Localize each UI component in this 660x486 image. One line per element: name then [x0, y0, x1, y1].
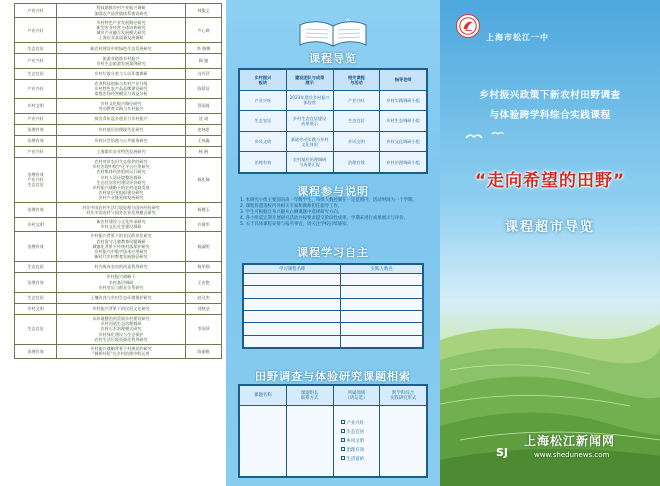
book-icon: [294, 18, 372, 48]
topic-teacher-cell: 林俊义: [186, 4, 222, 18]
topic-category-cell: 治理有效: [15, 124, 57, 135]
topic-teacher-cell: 冯丹萍: [186, 68, 222, 79]
topic-teacher-cell: 杨华翔: [186, 261, 222, 272]
signup-heading: 课程学习自主: [297, 246, 369, 259]
signup-cell[interactable]: [244, 323, 341, 335]
signup-table: [243, 264, 423, 348]
birds-icon: [462, 128, 512, 144]
topic-titles-cell: 乡村垃圾分类与人居环境调研: [57, 68, 186, 79]
course-title: [440, 86, 660, 126]
topic-row: [15, 113, 222, 124]
topic-titles-cell: 上海都市农业特色发展研究: [57, 146, 186, 157]
checkbox-icon[interactable]: [341, 420, 345, 424]
course-info-panel: [226, 0, 440, 486]
note-item: 4. 各小组需定期开展研究活动并按要求提交阶段性成果，学期末进行成果展示与评价。: [240, 216, 409, 221]
guide-cell: 生态宜居: [333, 111, 380, 132]
signup-header-count: 实践人数名: [341, 265, 423, 274]
topic-category-cell: 治理有效 产业兴旺 生态宜居: [15, 157, 57, 203]
subtitle: 课程超市导览: [504, 220, 595, 235]
note-item: 3. 学生可根据自身兴趣从右侧课题中选择研究方向。: [240, 210, 343, 215]
topic-titles-cell: 科技助推乡村产业振兴调研 加强农产品营销体系建设研究: [57, 4, 186, 18]
topic-titles-cell: 对比中国农村生活垃圾处理与国外经验研究 对比中国农村与国外农业发展模式研究: [57, 203, 186, 217]
topic-table: [14, 3, 222, 359]
topic-row: [15, 79, 222, 99]
topic-titles-cell: 新农村建设与文化传承研究 乡村文化礼堂建设调研: [57, 217, 186, 231]
guide-cell: 治理有效: [333, 152, 380, 173]
signup-cell[interactable]: [341, 274, 423, 286]
topic-category-cell: 治理有效: [15, 272, 57, 292]
topic-category-cell: 产业兴旺: [15, 113, 57, 124]
topic-category-cell: 生态宜居: [15, 261, 57, 272]
topic-teacher-cell: 史林思: [186, 124, 222, 135]
topic-category-cell: 产业兴旺: [15, 79, 57, 99]
topic-titles-cell: 乡村特色产业发展路径研究 新型农业经营主体培育研究 城乡产业融合发展模式研究 上海农业高质量发展调研: [57, 18, 186, 43]
topic-teacher-cell: 赵凡杰: [186, 292, 222, 303]
guide-row: [240, 90, 427, 111]
research-title-cell[interactable]: [240, 406, 287, 477]
domain-option-label: 生态宜居: [346, 429, 365, 435]
topic-teacher-cell: 韦国萍: [186, 314, 222, 344]
guide-cell: 乡风文明: [333, 131, 380, 152]
domain-option-label: 生活富裕: [346, 456, 365, 462]
guide-cell: 乡村生态调研小组: [380, 111, 427, 132]
topic-titles-cell: 乡村振兴战略背景下村规民约研究 "枫桥经验"在乡村治理中的运用: [57, 344, 186, 358]
topic-category-cell: 治理有效: [15, 344, 57, 358]
topic-row: [15, 135, 222, 146]
topic-row: [15, 43, 222, 54]
topic-row: [15, 157, 222, 203]
topic-teacher-cell: 李 晓梅: [186, 43, 222, 54]
guide-cell: 乡风文明: [240, 131, 287, 152]
signup-cell[interactable]: [244, 310, 341, 322]
guide-cell: 治理有效: [240, 152, 287, 173]
topic-category-cell: 产业兴旺: [15, 54, 57, 68]
topic-teacher-cell: 蔡国琦: [186, 99, 222, 113]
school-logo-icon: [456, 14, 480, 38]
topic-titles-cell: 农村对於农田生态保护的研究 乡村治理中数字化平台应用研究 农村集体经济组织运行研究 乡村人居环境整治调研 生态宜居乡村建设评价研究 乡村振兴战略下的农村电商发展 农村基层党组织建设研究 乡村产业链延伸发展研究: [57, 157, 186, 203]
topic-row: [15, 203, 222, 217]
research-header-domain: 所属领域 （请勾选）: [333, 386, 380, 406]
topic-category-cell: 产业兴旺: [15, 18, 57, 43]
topic-row: [15, 314, 222, 344]
topic-teacher-cell: 卢心琪: [186, 18, 222, 43]
topic-category-cell: 生态宜居: [15, 314, 57, 344]
topic-teacher-cell: 许建华: [186, 217, 222, 231]
topic-row: [15, 272, 222, 292]
notes-list: [240, 198, 428, 228]
domain-option[interactable]: [341, 446, 379, 455]
topic-row: [15, 217, 222, 231]
signup-cell[interactable]: [244, 335, 341, 347]
topic-titles-cell: 探究青年返乡创业与乡村振兴: [57, 113, 186, 124]
topic-category-cell: 治理有效: [15, 231, 57, 261]
checkbox-icon[interactable]: [341, 429, 345, 433]
guide-cell: 乡村治理调研小组: [380, 152, 427, 173]
guide-row: [240, 111, 427, 132]
topic-row: [15, 303, 222, 314]
topic-teacher-cell: 王宏艳: [186, 272, 222, 292]
topic-category-cell: 治理有效: [15, 203, 57, 217]
domain-option-label: 产业兴旺: [346, 420, 365, 426]
domain-option-label: 乡风文明: [346, 438, 365, 444]
research-header-leader: 课题组长 联系方式: [286, 386, 333, 406]
research-table-box: [238, 384, 428, 478]
topic-titles-cell: 乡村振兴背景下的民俗文化研究: [57, 303, 186, 314]
topic-row: [15, 18, 222, 43]
research-header-title: 课题名称: [240, 386, 287, 406]
topic-category-cell: 乡村文明: [15, 99, 57, 113]
topic-row: [15, 292, 222, 303]
research-header-form: 跨学科综合 实践研究形式: [380, 386, 427, 406]
guide-cell: 农村基层治理调研 与成果汇报: [286, 152, 333, 173]
signup-cell[interactable]: [341, 298, 423, 310]
topic-titles-cell: 农业科技创新与乡村产业升级 乡村特色农产品品牌建设研究 家庭农场经营模式与效益分析: [57, 79, 186, 99]
school-name: 上海市松江一中: [486, 33, 549, 42]
main-slogan: “走向希望的田野”: [474, 171, 626, 191]
domain-option[interactable]: [341, 455, 379, 464]
note-item: 5. 关于具体课程安排与报名事宜，请关注学校后续通知。: [240, 222, 351, 227]
research-table: [239, 385, 427, 477]
course-title-line-1: 乡村振兴政策下新农村田野调查: [479, 90, 621, 101]
note-item: 2. 课程将邀请校内外相关专家和教师担任指导工作。: [240, 204, 343, 209]
signup-cell[interactable]: [341, 323, 423, 335]
topic-row: [15, 344, 222, 358]
guide-cell: 2023年建设乡村振兴 体验营: [286, 90, 333, 111]
guide-cell: 产业兴旺: [333, 90, 380, 111]
topic-category-cell: 乡村文明: [15, 217, 57, 231]
topic-category-cell: 产业兴旺: [15, 4, 57, 18]
watermark-brand: 上海松江新闻网: [524, 434, 616, 448]
topic-category-cell: 生态宜居: [15, 43, 57, 54]
research-leader-cell[interactable]: [286, 406, 333, 477]
signup-cell[interactable]: [244, 298, 341, 310]
guide-row: [240, 152, 427, 173]
checkbox-icon[interactable]: [341, 447, 345, 451]
topic-row: [15, 124, 222, 135]
topic-list-panel: [0, 0, 226, 486]
cover-panel: [440, 0, 660, 486]
guide-header-cell: 相关课程 与活动: [333, 70, 380, 91]
guide-cell: 产业兴旺: [240, 90, 287, 111]
guide-cell: 生态宜居: [240, 111, 287, 132]
checkbox-icon[interactable]: [341, 456, 345, 460]
topic-teacher-cell: 王伟鑫: [186, 135, 222, 146]
guide-heading: 课程导览: [309, 52, 357, 65]
topic-row: [15, 54, 222, 68]
course-title-line-2: 与体验跨学科综合实践课程: [489, 110, 611, 121]
guide-header-cell: 指导老师: [380, 70, 427, 91]
signup-cell[interactable]: [341, 335, 423, 347]
topic-teacher-cell: 杨淑明: [186, 231, 222, 261]
topic-row: [15, 68, 222, 79]
notes-heading: 课程参与说明: [297, 185, 369, 198]
topic-row: [15, 261, 222, 272]
signup-cell[interactable]: [341, 286, 423, 298]
research-domain-cell: [333, 406, 380, 477]
domain-options: [335, 419, 379, 464]
topic-titles-cell: 土壤改良与乡村生态环境保护研究: [57, 292, 186, 303]
guide-header-cell: 乡村振兴 板块: [240, 70, 287, 91]
topic-category-cell: 生态宜居: [15, 68, 57, 79]
signup-cell[interactable]: [244, 286, 341, 298]
guide-cell: 基础劳动实践与乡村 文化体验: [286, 131, 333, 152]
topic-category-cell: 生态宜居: [15, 292, 57, 303]
signup-table-box: [242, 263, 424, 349]
domain-option[interactable]: [341, 428, 379, 437]
watermark-url: www.shedunews.com: [534, 451, 610, 459]
checkbox-icon[interactable]: [341, 438, 345, 442]
topic-category-cell: 乡村文明: [15, 303, 57, 314]
topic-row: [15, 99, 222, 113]
topic-row: [15, 4, 222, 18]
guide-table-box: [238, 68, 428, 174]
topic-titles-cell: 乡村振兴背景下的农民职业化研究 农村留守儿童教育问题调研 城镇化背景下传统村落保护研究 乡村振兴中数字技术应用研究 新时代乡村教育发展路径研究: [57, 231, 186, 261]
guide-header-cell: 建设团队与成果 展示: [286, 70, 333, 91]
topic-titles-cell: 旅游业助推乡村振兴 乡村生态旅游发展案例研究: [57, 54, 186, 68]
topic-titles-cell: 乡村基层治理现代化研究: [57, 124, 186, 135]
signup-header-course: 学习课程名称: [244, 265, 341, 274]
topic-teacher-cell: 刘秋芝: [186, 303, 222, 314]
topic-category-cell: 治理有效: [15, 135, 57, 146]
topic-titles-cell: 新农村建设中的绿色生态发展研究: [57, 43, 186, 54]
domain-option[interactable]: [341, 437, 379, 446]
guide-cell: 乡村生态宜居建设 成果展示: [286, 111, 333, 132]
guide-table: [239, 69, 427, 173]
guide-row: [240, 131, 427, 152]
signup-cell[interactable]: [341, 310, 423, 322]
note-item: 1. 本研究小组主要面向高一年级学生，每组人数控制在一定范围内，活动时间为一个学期。: [240, 198, 417, 203]
topic-teacher-cell: 陈莉洁: [186, 79, 222, 99]
guide-cell: 乡村文化调研小组: [380, 131, 427, 152]
topic-row: [15, 146, 222, 157]
domain-option-label: 治理有效: [346, 447, 365, 453]
topic-teacher-cell: 陈丽雅: [186, 344, 222, 358]
research-heading: 田野调查与体验研究课题相索: [255, 370, 411, 383]
topic-titles-cell: 乡村社会治理与公共服务研究: [57, 135, 186, 146]
research-form-cell[interactable]: [380, 406, 427, 477]
topic-teacher-cell: 杨 帆: [186, 146, 222, 157]
topic-category-cell: 产业兴旺: [15, 146, 57, 157]
topic-teacher-cell: 顾 婕: [186, 54, 222, 68]
domain-option[interactable]: [341, 419, 379, 428]
topic-row: [15, 231, 222, 261]
topic-teacher-cell: 杨德玉: [186, 203, 222, 217]
topic-titles-cell: 从环境整治到美丽乡村建设研究 乡村河道生态治理调研 农村污水治理模式研究 乡村绿化建设与生态保护 农村生活垃圾资源化利用研究: [57, 314, 186, 344]
guide-cell: 乡村实践调研小组: [380, 90, 427, 111]
topic-titles-cell: 乡村文化振兴路径研究 劳动教育实践与乡村振兴: [57, 99, 186, 113]
topic-titles-cell: 村内废弃农房的改造利用研究: [57, 261, 186, 272]
topic-teacher-cell: 杨礼娣: [186, 157, 222, 203]
topic-titles-cell: 乡村振兴战略下 乡村基层调研 乡村党员与群众关系研究: [57, 272, 186, 292]
signup-cell[interactable]: [244, 274, 341, 286]
topic-teacher-cell: 沈 琦: [186, 113, 222, 124]
watermark-logo: SJ: [496, 446, 509, 459]
